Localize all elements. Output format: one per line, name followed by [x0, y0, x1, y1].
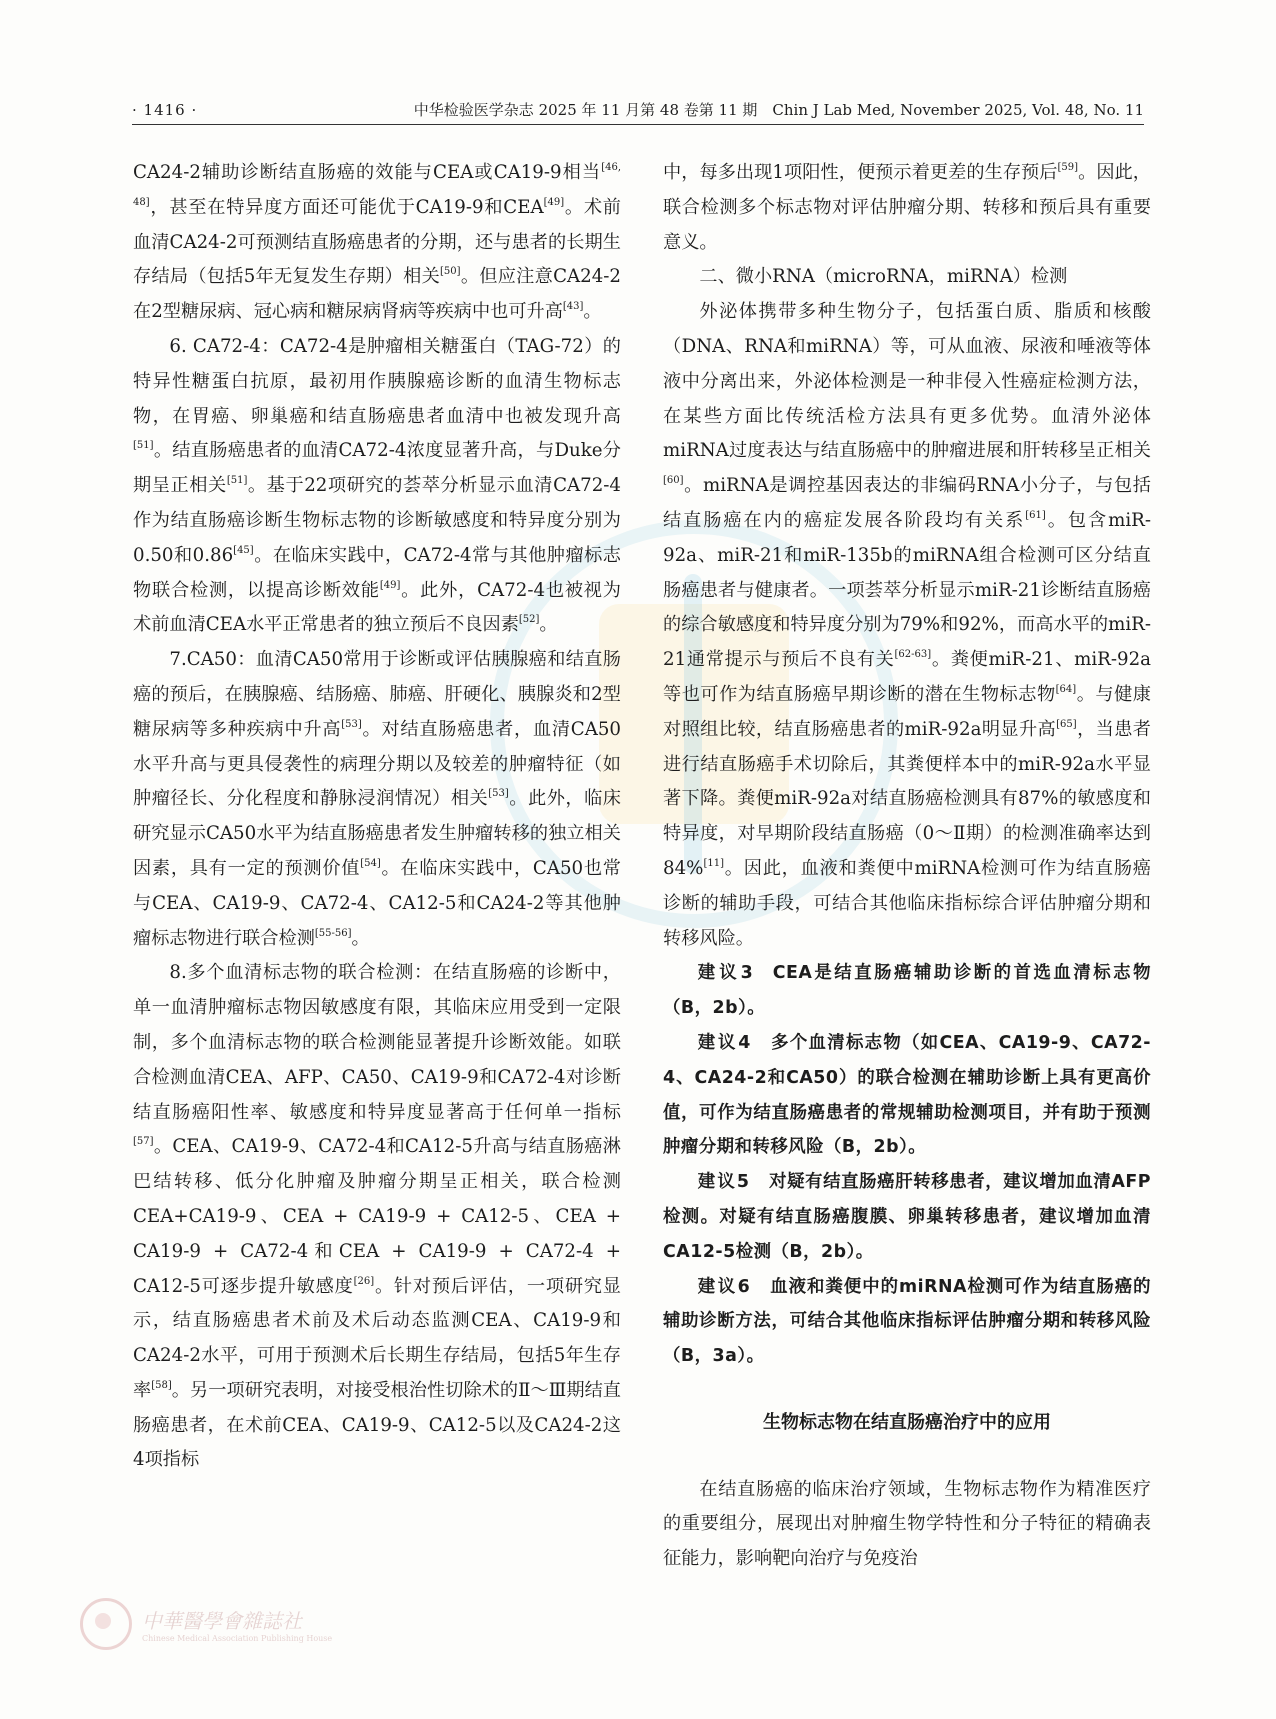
recommendation-3: 建议3 CEA是结直肠癌辅助诊断的首选血清标志物（B，2b）。: [663, 963, 1151, 1019]
citation[interactable]: [53]: [341, 718, 362, 730]
citation[interactable]: [65]: [1056, 718, 1077, 730]
citation[interactable]: [54]: [360, 857, 381, 869]
recommendation-5: 建议5 对疑有结直肠癌肝转移患者，建议增加血清AFP检测。对疑有结直肠癌腹膜、卵巢转移患者，建议增加血清CA12-5检测（B，2b）。: [663, 1172, 1151, 1262]
citation[interactable]: [64]: [1055, 683, 1077, 695]
publisher-name-cn: 中華醫學會雜誌社: [142, 1609, 302, 1633]
citation[interactable]: [11]: [703, 857, 724, 869]
citation[interactable]: [58]: [151, 1379, 172, 1391]
paragraph-continued: 中，每多出现1项阳性，便预示着更差的生存预后[59]。因此，联合检测多个标志物对评估肿瘤分期、转移和预后具有重要意义。: [663, 162, 1151, 253]
citation[interactable]: [49]: [379, 579, 401, 591]
subsection-heading-mirna: 二、微小RNA（microRNA，miRNA）检测: [699, 266, 1068, 288]
citation[interactable]: [51]: [226, 475, 248, 487]
paragraph-ca24-2: CA24-2辅助诊断结直肠癌的效能与CEA或CA19-9相当[46, 48]，甚至在特异度方面还可能优于CA19-9和CEA[49]。术前血清CA24-2可预测结直肠癌患者的分期，还与患者的长期生存结局（包括5年无复发生存期）相关[50]。但应注意CA24-2在2型糖尿病、冠心病和糖尿病肾病等疾病中也可升高[43]。: [133, 162, 621, 323]
citation[interactable]: [49]: [543, 196, 565, 208]
citation[interactable]: [51]: [133, 440, 154, 452]
paragraph-combined-markers: 8.多个血清标志物的联合检测：在结直肠癌的诊断中，单一血清肿瘤标志物因敏感度有限，其临床应用受到一定限制，多个血清标志物的联合检测能显著提升诊断效能。如联合检测血清CEA、AFP、CA50、CA19-9和CA72-4对诊断结直肠癌阳性率、敏感度和特异度显著高于任何单一指标[57]。CEA、CA19-9、CA72-4和CA12-5升高与结直肠癌淋巴结转移、低分化肿瘤及肿瘤分期呈正相关，联合检测CEA+CA19-9、CEA + CA19-9 + CA12-5、CEA + CA19-9 + CA72-4和CEA + CA19-9 + CA72-4 + CA12-5可逐步提升敏感度[26]。针对预后评估，一项研究显示，结直肠癌患者术前及术后动态监测CEA、CA19-9和CA24-2水平，可用于预测术后长期生存结局，包括5年生存率[58]。另一项研究表明，对接受根治性切除术的Ⅱ～Ⅲ期结直肠癌患者，在术前CEA、CA19-9、CA12-5以及CA24-2这4项指标: [133, 962, 621, 1471]
citation[interactable]: [52]: [518, 614, 540, 626]
publisher-name-en: Chinese Medical Association Publishing House: [142, 1634, 333, 1643]
publisher-logo: [80, 1598, 332, 1650]
paragraph-ca50: 7.CA50：血清CA50常用于诊断或评估胰腺癌和结直肠癌的预后，在胰腺癌、结肠癌、肺癌、肝硬化、胰腺炎和2型糖尿病等多种疾病中升高[53]。对结直肠癌患者，血清CA50水平升高与更具侵袭性的病理分期以及较差的肿瘤特征（如肿瘤径长、分化程度和静脉浸润情况）相关[53]。此外，临床研究显示CA50水平为结直肠癌患者发生肿瘤转移的独立相关因素，具有一定的预测价值[54]。在临床实践中，CA50也常与CEA、CA19-9、CA72-4、CA12-5和CA24-2等其他肿瘤标志物进行联合检测[55-56]。: [133, 649, 621, 949]
publisher-seal-icon: [80, 1598, 132, 1650]
journal-citation: 中华检验医学杂志 2025 年 11 月第 48 卷第 11 期 Chin J Lab Med, November 2025, Vol. 48, No. 11: [413, 101, 1144, 119]
section-title: 生物标志物在结直肠癌治疗中的应用: [763, 1411, 1051, 1433]
citation[interactable]: [46, 48]: [133, 162, 621, 208]
running-header: [132, 99, 1144, 125]
citation[interactable]: [45]: [233, 544, 254, 556]
citation[interactable]: [61]: [1025, 509, 1046, 521]
recommendation-4: 建议4 多个血清标志物（如CEA、CA19-9、CA72-4、CA24-2和CA50）的联合检测在辅助诊断上具有更高价值，可作为结直肠癌患者的常规辅助检测项目，并有助于预测肿瘤分期和转移风险（B，2b）。: [663, 1032, 1151, 1158]
citation[interactable]: [57]: [133, 1136, 154, 1148]
right-column: [663, 156, 1151, 1577]
left-column: [133, 156, 621, 1478]
citation[interactable]: [62-63]: [894, 649, 932, 661]
paragraph-treatment: 在结直肠癌的临床治疗领域，生物标志物作为精准医疗的重要组分，展现出对肿瘤生物学特性和分子特征的精确表征能力，影响靶向治疗与免疫治: [663, 1478, 1151, 1570]
citation[interactable]: [60]: [663, 475, 684, 487]
citation[interactable]: [26]: [353, 1275, 375, 1287]
citation[interactable]: [55-56]: [314, 927, 352, 939]
citation[interactable]: [59]: [1057, 162, 1079, 173]
paragraph-mirna: 外泌体携带多种生物分子，包括蛋白质、脂质和核酸（DNA、RNA和miRNA）等，可从血液、尿液和唾液等体液中分离出来，外泌体检测是一种非侵入性癌症检测方法，在某些方面比传统活检方法具有更多优势。血清外泌体miRNA过度表达与结直肠癌中的肿瘤进展和肝转移呈正相关[60]。miRNA是调控基因表达的非编码RNA小分子，与包括结直肠癌在内的癌症发展各阶段均有关系[61]。包含miR-92a、miR-21和miR-135b的miRNA组合检测可区分结直肠癌患者与健康者。一项荟萃分析显示miR-21诊断结直肠癌的综合敏感度和特异度分别为79%和92%，而高水平的miR-21通常提示与预后不良有关[62-63]。粪便miR-21、miR-92a等也可作为结直肠癌早期诊断的潜在生物标志物[64]。与健康对照组比较，结直肠癌患者的miR-92a明显升高[65]，当患者进行结直肠癌手术切除后，其粪便样本中的miR-92a水平显著下降。粪便miR-92a对结直肠癌检测具有87%的敏感度和特异度，对早期阶段结直肠癌（0～Ⅱ期）的检测准确率达到84%[11]。因此，血液和粪便中miRNA检测可作为结直肠癌诊断的辅助手段，可结合其他临床指标综合评估肿瘤分期和转移风险。: [663, 301, 1151, 949]
citation[interactable]: [50]: [440, 266, 461, 278]
citation[interactable]: [43]: [562, 301, 584, 313]
citation[interactable]: [53]: [488, 788, 509, 800]
paragraph-ca72-4: 6. CA72-4：CA72-4是肿瘤相关糖蛋白（TAG-72）的特异性糖蛋白抗原，最初用作胰腺癌诊断的血清生物标志物，在胃癌、卵巢癌和结直肠癌患者血清中也被发现升高[51]。结直肠癌患者的血清CA72-4浓度显著升高，与Duke分期呈正相关[51]。基于22项研究的荟萃分析显示血清CA72-4作为结直肠癌诊断生物标志物的诊断敏感度和特异度分别为0.50和0.86[45]。在临床实践中，CA72-4常与其他肿瘤标志物联合检测，以提高诊断效能[49]。此外，CA72-4也被视为术前血清CEA水平正常患者的独立预后不良因素[52]。: [133, 335, 621, 636]
recommendation-6: 建议6 血液和粪便中的miRNA检测可作为结直肠癌的辅助诊断方法，可结合其他临床指标评估肿瘤分期和转移风险（B，3a）。: [663, 1276, 1151, 1367]
page-number: · 1416 ·: [132, 101, 198, 119]
